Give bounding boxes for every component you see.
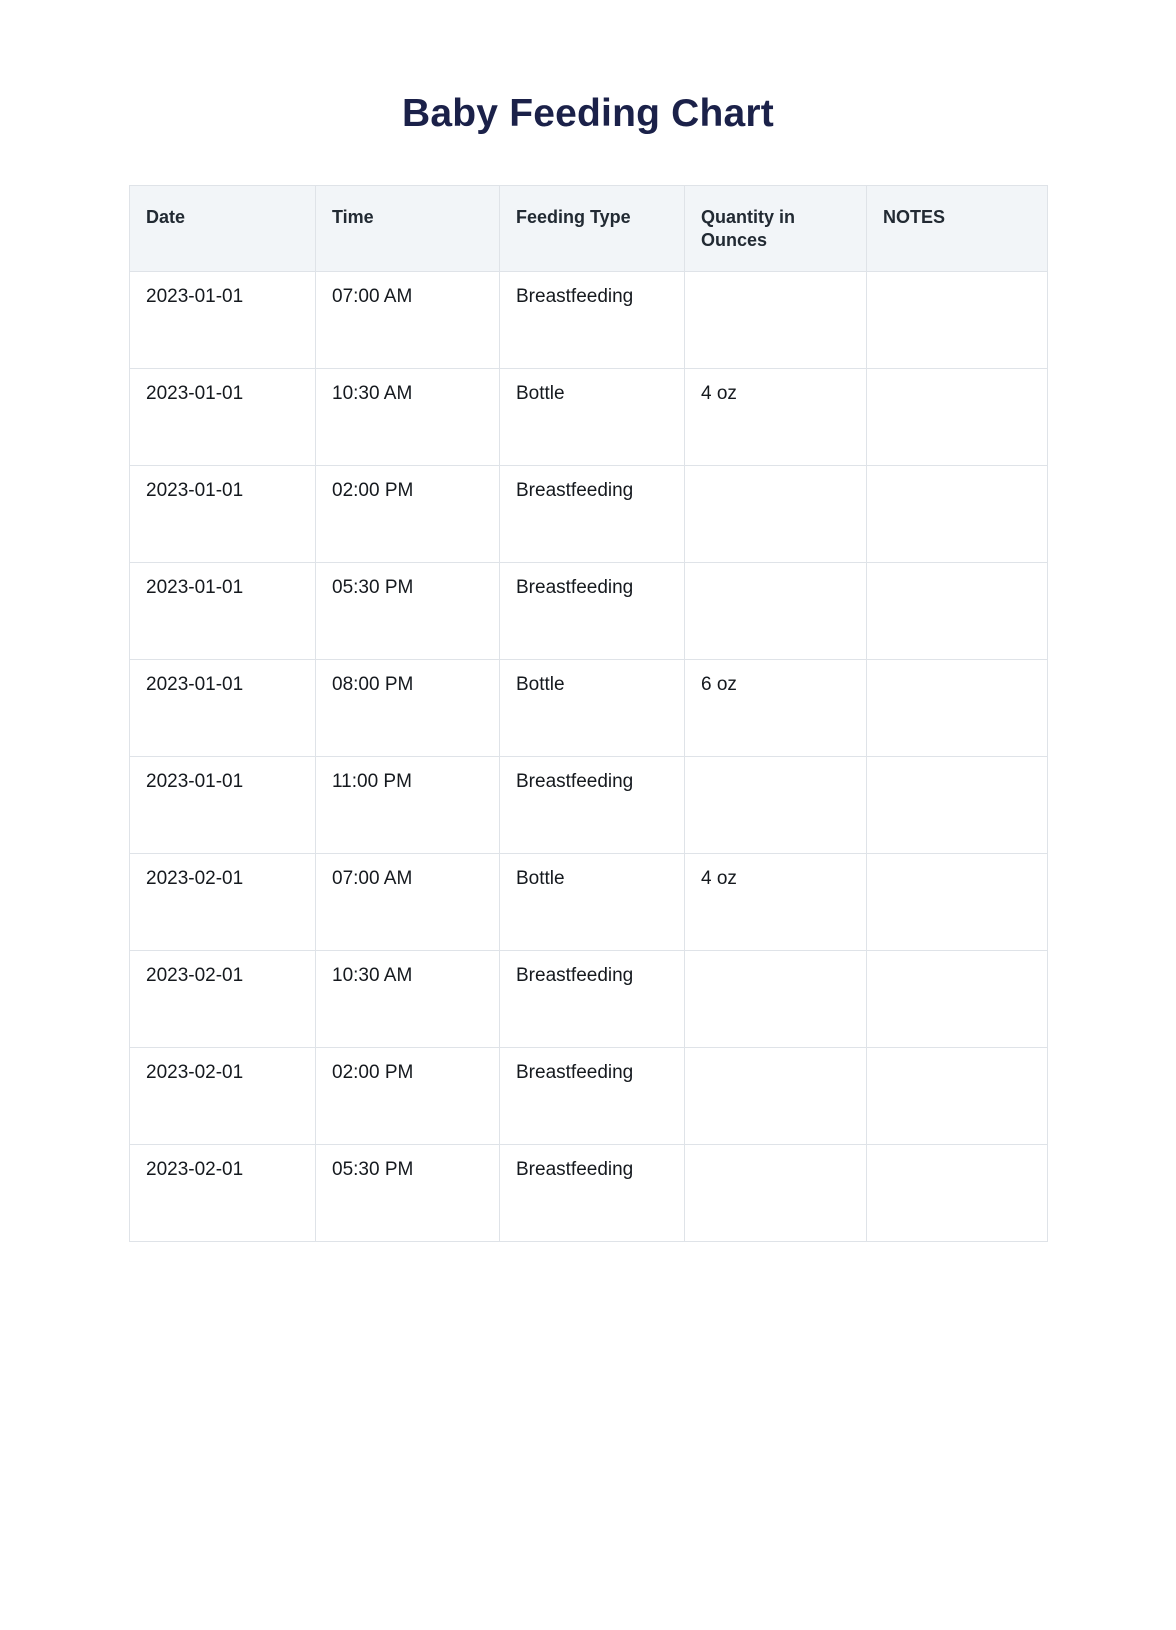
- table-row: [130, 757, 1048, 854]
- cell-feeding-type: Bottle: [500, 854, 685, 951]
- cell-feeding-type: Breastfeeding: [500, 1145, 685, 1242]
- cell-date: 2023-01-01: [130, 466, 316, 563]
- cell-date: 2023-02-01: [130, 1145, 316, 1242]
- cell-notes: [867, 757, 1048, 854]
- column-header-feeding-type: Feeding Type: [500, 186, 685, 272]
- cell-date: 2023-01-01: [130, 563, 316, 660]
- cell-time: 10:30 AM: [316, 369, 500, 466]
- cell-quantity: [685, 757, 867, 854]
- cell-time: 05:30 PM: [316, 1145, 500, 1242]
- cell-feeding-type: Breastfeeding: [500, 951, 685, 1048]
- cell-feeding-type: Bottle: [500, 660, 685, 757]
- cell-notes: [867, 1048, 1048, 1145]
- baby-feeding-table: [129, 185, 1048, 1242]
- cell-feeding-type: Breastfeeding: [500, 466, 685, 563]
- cell-time: 08:00 PM: [316, 660, 500, 757]
- cell-quantity: [685, 272, 867, 369]
- cell-time: 07:00 AM: [316, 854, 500, 951]
- cell-notes: [867, 1145, 1048, 1242]
- cell-date: 2023-01-01: [130, 369, 316, 466]
- cell-date: 2023-02-01: [130, 854, 316, 951]
- cell-notes: [867, 660, 1048, 757]
- table-body: [130, 272, 1048, 1242]
- column-header-notes: NOTES: [867, 186, 1048, 272]
- cell-quantity: 6 oz: [685, 660, 867, 757]
- cell-notes: [867, 563, 1048, 660]
- cell-feeding-type: Breastfeeding: [500, 272, 685, 369]
- table-header-row: [130, 186, 1048, 272]
- cell-quantity: [685, 951, 867, 1048]
- cell-date: 2023-01-01: [130, 660, 316, 757]
- cell-time: 05:30 PM: [316, 563, 500, 660]
- page-title: Baby Feeding Chart: [402, 92, 774, 135]
- cell-notes: [867, 272, 1048, 369]
- feeding-table-container: [129, 185, 1047, 1242]
- table-row: [130, 854, 1048, 951]
- cell-notes: [867, 369, 1048, 466]
- table-row: [130, 1145, 1048, 1242]
- cell-time: 02:00 PM: [316, 466, 500, 563]
- cell-date: 2023-01-01: [130, 272, 316, 369]
- cell-feeding-type: Breastfeeding: [500, 757, 685, 854]
- cell-quantity: [685, 1145, 867, 1242]
- table-row: [130, 272, 1048, 369]
- cell-date: 2023-02-01: [130, 1048, 316, 1145]
- cell-quantity: [685, 1048, 867, 1145]
- table-row: [130, 660, 1048, 757]
- column-header-time: Time: [316, 186, 500, 272]
- cell-feeding-type: Breastfeeding: [500, 563, 685, 660]
- cell-notes: [867, 951, 1048, 1048]
- table-row: [130, 951, 1048, 1048]
- column-header-quantity: Quantity in Ounces: [685, 186, 867, 272]
- cell-date: 2023-01-01: [130, 757, 316, 854]
- column-header-date: Date: [130, 186, 316, 272]
- cell-quantity: [685, 466, 867, 563]
- cell-feeding-type: Bottle: [500, 369, 685, 466]
- cell-notes: [867, 854, 1048, 951]
- table-row: [130, 563, 1048, 660]
- cell-feeding-type: Breastfeeding: [500, 1048, 685, 1145]
- table-row: [130, 369, 1048, 466]
- cell-time: 10:30 AM: [316, 951, 500, 1048]
- cell-date: 2023-02-01: [130, 951, 316, 1048]
- cell-time: 11:00 PM: [316, 757, 500, 854]
- table-row: [130, 466, 1048, 563]
- cell-notes: [867, 466, 1048, 563]
- cell-quantity: 4 oz: [685, 369, 867, 466]
- table-header: [130, 186, 1048, 272]
- cell-time: 02:00 PM: [316, 1048, 500, 1145]
- cell-quantity: 4 oz: [685, 854, 867, 951]
- cell-quantity: [685, 563, 867, 660]
- table-row: [130, 1048, 1048, 1145]
- cell-time: 07:00 AM: [316, 272, 500, 369]
